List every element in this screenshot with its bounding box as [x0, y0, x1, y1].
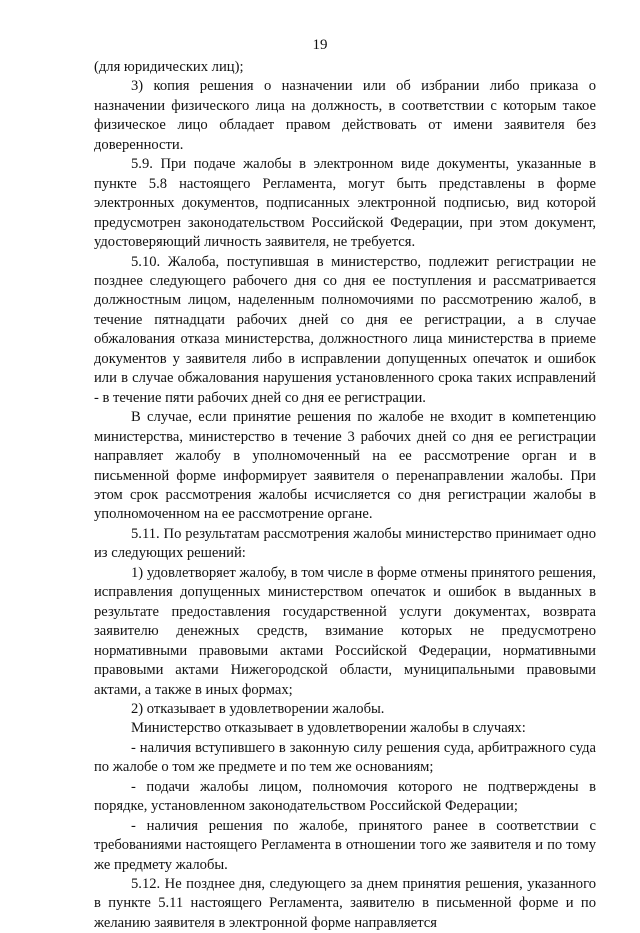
list-item-unconfirmed-authority: - подачи жалобы лицом, полномочия которого не подтверждены в порядке, установленном законодательством Российской Федерации;: [94, 778, 596, 815]
paragraph-legal-entities: (для юридических лиц);: [94, 59, 244, 75]
paragraph-item-3-appointment-copy: 3) копия решения о назначении или об избрании либо приказа о назначении физического лица на должность, в соответствии с которым такое физическое лицо обладает правом действовать от имени заявителя без доверенности.: [94, 78, 596, 153]
paragraph-5-12-notification: 5.12. Не позднее дня, следующего за днем принятия решения, указанного в пункте 5.11 настоящего Регламента, заявителю в письменной форме и по желанию заявителя в электронной форме направляется: [94, 876, 596, 931]
paragraph-5-9-electronic-submission: 5.9. При подаче жалобы в электронном виде документы, указанные в пункте 5.8 настоящего Регламента, могут быть представлены в форме электронных документов, подписанных электронной подписью, вид которой предусмотрен законодательством Российской Федерации, при этом документ, удостоверяющий личность заявителя, не требуется.: [94, 156, 596, 251]
paragraph-5-11-decisions: 5.11. По результатам рассмотрения жалобы министерство принимает одно из следующих решений:: [94, 525, 596, 562]
page-number: 19: [312, 37, 328, 53]
paragraph-decision-refuse: 2) отказывает в удовлетворении жалобы.: [131, 700, 385, 717]
list-item-court-decision: - наличия вступившего в законную силу решения суда, арбитражного суда по жалобе о том же предмете и по тем же основаниям;: [94, 739, 596, 776]
paragraph-5-10-registration: 5.10. Жалоба, поступившая в министерство, подлежит регистрации не позднее следующего рабочего дня со дня ее поступления и рассматривается должностным лицом, наделенным полномочиями по рассмотрению жалоб, в течение пятнадцати рабочих дней со дня ее регистрации, а в случае обжалования отказа министерства, должностного лица министерства в приеме документов у заявителя либо в исправлении допущенных опечаток и ошибок или в случае обжалования нарушения установленного срока таких исправлений - в течение пяти рабочих дней со дня ее регистрации.: [94, 253, 596, 406]
document-body: [94, 58, 596, 933]
paragraph-decision-satisfy: 1) удовлетворяет жалобу, в том числе в форме отмены принятого решения, исправления допущенных министерством опечаток и ошибок в выданных в результате предоставления государственной услуги документах, возврата заявителю денежных средств, взимание которых не предусмотрено нормативными правовыми актами Российской Федерации, нормативными правовыми актами Нижегородской области, муниципальными правовыми актами, а также в иных формах;: [94, 564, 596, 698]
list-item-prior-decision: - наличия решения по жалобе, принятого ранее в соответствии с требованиями настоящего Регламента в отношении того же заявителя и по тому же предмету жалобы.: [94, 817, 596, 873]
paragraph-refusal-cases: Министерство отказывает в удовлетворении жалобы в случаях:: [131, 720, 526, 737]
paragraph-redirection: В случае, если принятие решения по жалобе не входит в компетенцию министерства, министерство в течение 3 рабочих дней со дня ее регистрации направляет жалобу в уполномоченный на ее рассмотрение орган и в письменной форме информирует заявителя о перенаправлении жалобы. При этом срок рассмотрения жалобы исчисляется со дня регистрации жалобы в уполномоченном на ее рассмотрение органе.: [94, 409, 596, 523]
